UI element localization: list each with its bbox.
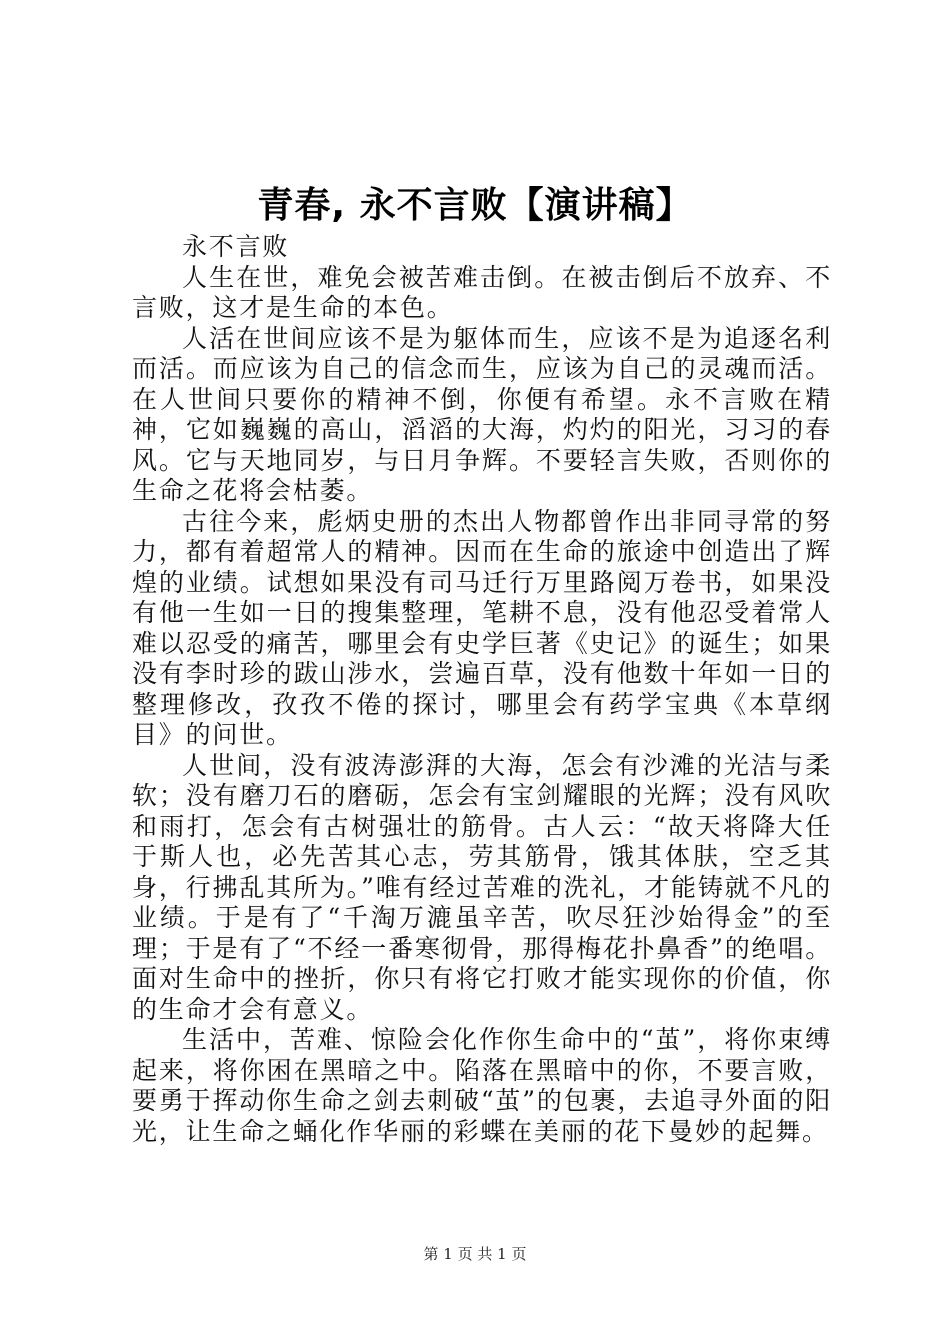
paragraph: 人活在世间应该不是为躯体而生，应该不是为追逐名利而活。而应该为自己的信念而生，应该为自己的灵魂而活。在人世间只要你的精神不倒，你便有希望。永不言败在精神，它如巍巍的高山，滔滔的大海，灼灼的阳光，习习的春风。它与天地同岁，与日月争辉。不要轻言失败，否则你的生命之花将会枯萎。 bbox=[132, 323, 832, 505]
document-body bbox=[132, 232, 832, 1147]
paragraph: 生活中，苦难、惊险会化作你生命中的“茧”，将你束缚起来，将你困在黑暗之中。陷落在黑暗中的你，不要言败，要勇于挥动你生命之剑去刺破“茧”的包裹，去追寻外面的阳光，让生命之蛹化作华丽的彩蝶在美丽的花下曼妙的起舞。 bbox=[132, 1025, 832, 1146]
paragraph: 人世间，没有波涛澎湃的大海，怎会有沙滩的光洁与柔软；没有磨刀石的磨砺，怎会有宝剑耀眼的光辉；没有风吹和雨打，怎会有古树强壮的筋骨。古人云：“故天将降大任于斯人也，必先苦其心志，劳其筋骨，饿其体肤，空乏其身，行拂乱其所为。”唯有经过苦难的洗礼，才能铸就不凡的业绩。于是有了“千淘万漉虽辛苦，吹尽狂沙始得金”的至理；于是有了“不经一番寒彻骨，那得梅花扑鼻香”的绝唱。面对生命中的挫折，你只有将它打败才能实现你的价值，你的生命才会有意义。 bbox=[132, 750, 832, 1024]
paragraph: 古往今来，彪炳史册的杰出人物都曾作出非同寻常的努力，都有着超常人的精神。因而在生命的旅途中创造出了辉煌的业绩。试想如果没有司马迁行万里路阅万卷书，如果没有他一生如一日的搜集整理，笔耕不息，没有他忍受着常人难以忍受的痛苦，哪里会有史学巨著《史记》的诞生；如果没有李时珍的跋山涉水，尝遍百草，没有他数十年如一日的整理修改，孜孜不倦的探讨，哪里会有药学宝典《本草纲目》的问世。 bbox=[132, 506, 832, 749]
paragraph: 人生在世，难免会被苦难击倒。在被击倒后不放弃、不言败，这才是生命的本色。 bbox=[132, 262, 832, 322]
page-footer: 第 1 页 共 1 页 bbox=[423, 1245, 527, 1263]
document-title: 青春, 永不言败【演讲稿】 bbox=[257, 185, 693, 226]
paragraph-heading: 永不言败 bbox=[182, 232, 290, 261]
